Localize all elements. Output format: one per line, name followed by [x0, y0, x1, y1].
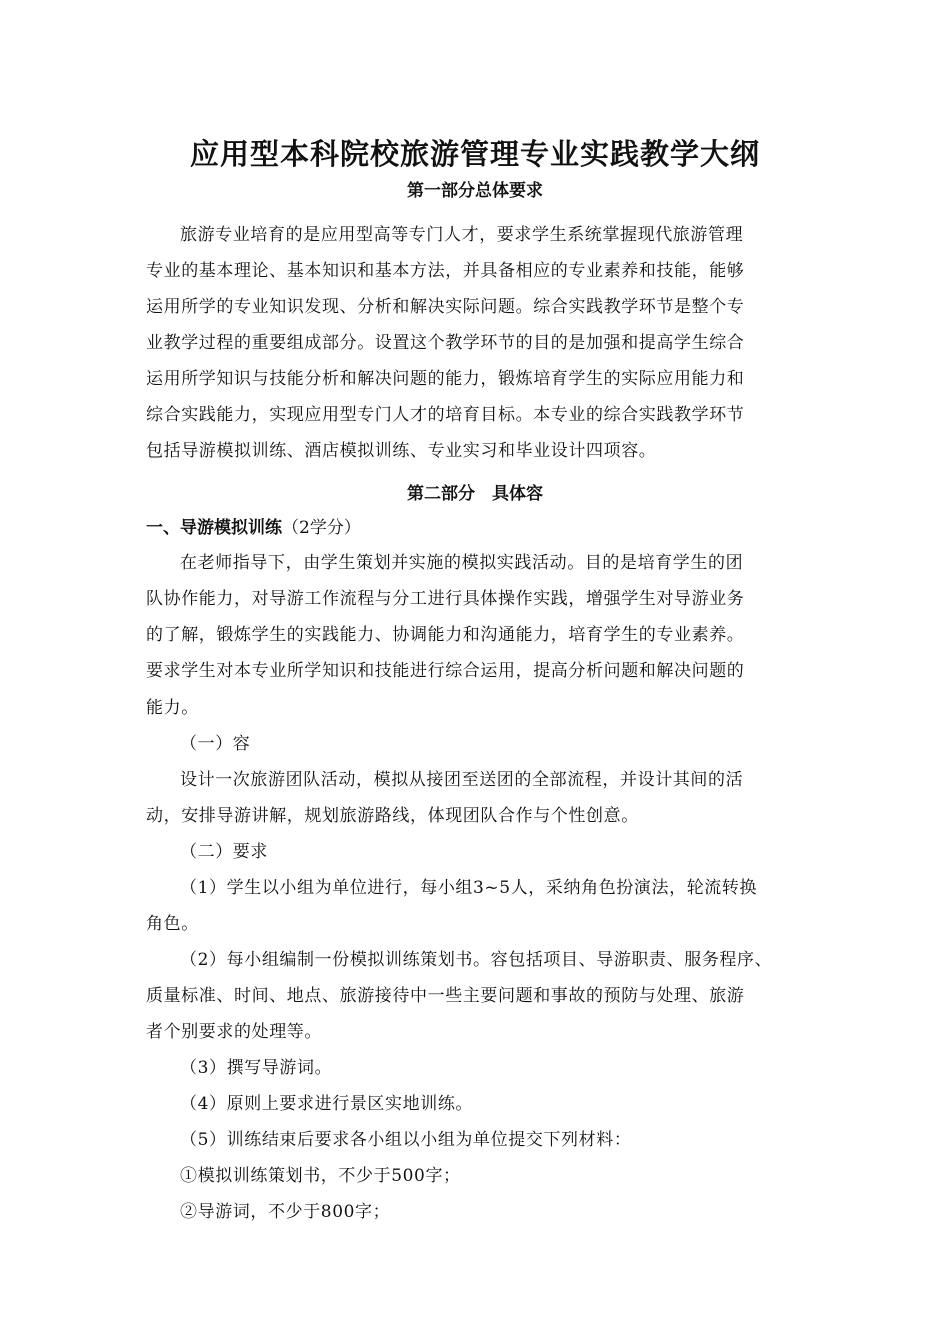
list-item: ①模拟训练策划书，不少于500字；	[180, 1166, 461, 1186]
paragraph-line: 动，安排导游讲解，规划旅游路线，体现团队合作与个性创意。	[146, 806, 639, 826]
paragraph-line: 者个别要求的处理等。	[146, 1022, 322, 1042]
part2-heading: 第二部分 具体容	[407, 484, 543, 504]
paragraph-line: 旅游专业培育的是应用型高等专门人才，要求学生系统掌握现代旅游管理	[180, 225, 744, 245]
list-item: （3）撰写导游词。	[180, 1058, 333, 1078]
paragraph-line: 运用所学知识与技能分析和解决问题的能力，锻炼培育学生的实际应用能力和	[146, 369, 745, 389]
paragraph-line: 角色。	[146, 914, 199, 934]
part1-heading: 第一部分总体要求	[407, 181, 543, 201]
list-item: ②导游词，不少于800字；	[180, 1202, 391, 1222]
list-item: （2）每小组编制一份模拟训练策划书。容包括项目、导游职责、服务程序、	[180, 950, 773, 970]
paragraph-line: 专业的基本理论、基本知识和基本方法，并具备相应的专业素养和技能，能够	[146, 261, 745, 281]
paragraph-line: 能力。	[146, 698, 199, 718]
section1-title-credits: （2学分）	[282, 518, 361, 538]
paragraph-line: 运用所学的专业知识发现、分析和解决实际问题。综合实践教学环节是整个专	[146, 297, 745, 317]
list-item: （5）训练结束后要求各小组以小组为单位提交下列材料：	[180, 1130, 632, 1150]
paragraph-line: 综合实践能力，实现应用型专门人才的培育目标。本专业的综合实践教学环节	[146, 405, 745, 425]
document-title: 应用型本科院校旅游管理专业实践教学大纲	[189, 137, 760, 171]
section1-title	[146, 513, 361, 538]
paragraph-line: 业教学过程的重要组成部分。设置这个教学环节的目的是加强和提高学生综合	[146, 333, 745, 353]
list-item: （1）学生以小组为单位进行，每小组3~5人，采纳角色扮演法，轮流转换	[180, 878, 758, 898]
paragraph-line: 质量标准、时间、地点、旅游接待中一些主要问题和事故的预防与处理、旅游	[146, 986, 745, 1006]
subsection-heading: （二）要求	[180, 842, 268, 862]
subsection-heading: （一）容	[180, 734, 251, 754]
paragraph-line: 包括导游模拟训练、酒店模拟训练、专业实习和毕业设计四项容。	[146, 441, 657, 461]
section1-title-bold: 一、导游模拟训练	[146, 518, 282, 538]
paragraph-line: 队协作能力，对导游工作流程与分工进行具体操作实践，增强学生对导游业务	[146, 589, 745, 609]
paragraph-line: 的了解，锻炼学生的实践能力、协调能力和沟通能力，培育学生的专业素养。	[146, 625, 745, 645]
paragraph-line: 在老师指导下，由学生策划并实施的模拟实践活动。目的是培育学生的团	[180, 553, 744, 573]
paragraph-line: 要求学生对本专业所学知识和技能进行综合运用，提高分析问题和解决问题的	[146, 661, 745, 681]
paragraph-line: 设计一次旅游团队活动，模拟从接团至送团的全部流程，并设计其间的活	[180, 770, 744, 790]
list-item: （4）原则上要求进行景区实地训练。	[180, 1094, 474, 1114]
